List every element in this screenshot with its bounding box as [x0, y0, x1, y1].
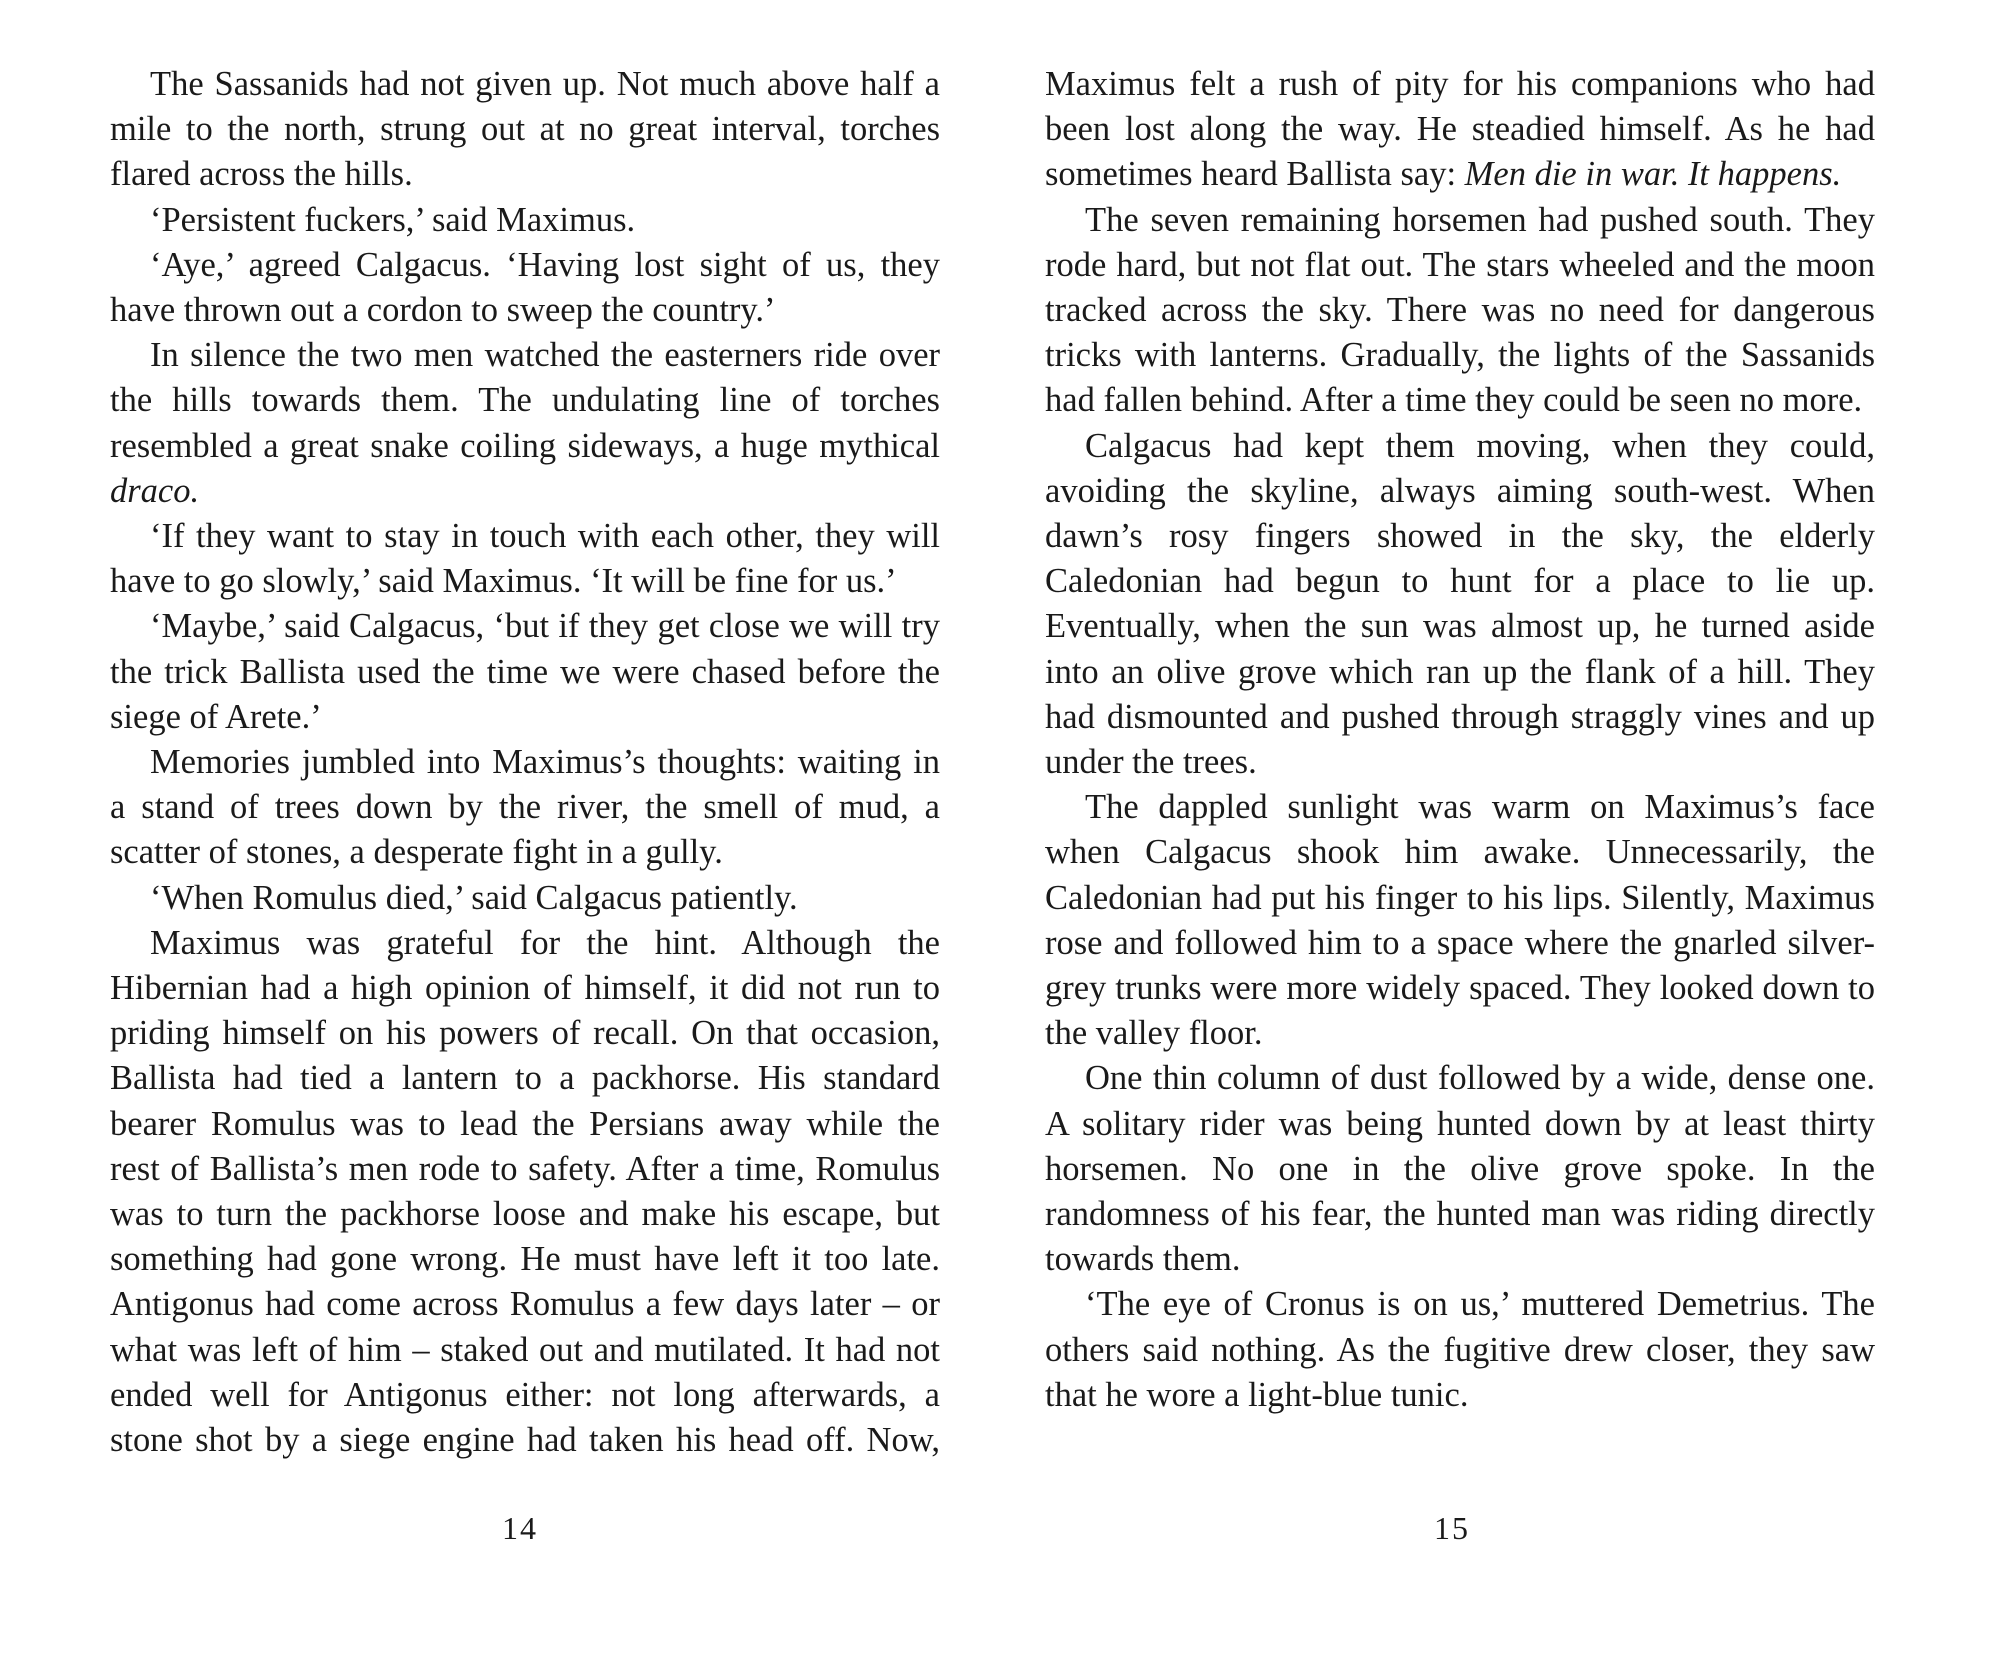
paragraph: Memories jumbled into Maximus’s thoughts: waiting in a stand of trees down by the river, the smell of mud, a scatter of stones, a desperate fight in a gully.	[110, 743, 940, 872]
paragraph: In silence the two men watched the easterners ride over the hills towards them. The undulating line of torches resembled a great snake coiling sideways, a huge mythical	[110, 336, 940, 465]
paragraph: The dappled sunlight was warm on Maximus’s face when Calgacus shook him awake. Unnecessarily, the Caledonian had put his finger to his lips. Silently, Maximus rose and followed him to a space where the gnarled silver-grey trunks were more widely spaced. They looked down to the valley floor.	[1045, 788, 1875, 1053]
paragraph-text: Maximus felt a rush of pity for his companions who had been lost along the way. He steadied himself. As he had sometimes heard Ballista say:	[1045, 65, 1875, 194]
paragraph: One thin column of dust followed by a wide, dense one. A solitary rider was being hunted down by at least thirty horsemen. No one in the olive grove spoke. In the randomness of his fear, the hunted man was riding directly towards them.	[1045, 1059, 1875, 1279]
paragraph: Calgacus had kept them moving, when they could, avoiding the skyline, always aiming south-west. When dawn’s rosy fingers showed in the sky, the elderly Caledonian had begun to hunt for a place to lie up. Eventually, when the sun was almost up, he turned aside into an olive grove which ran up the flank of a hill. They had dismounted and pushed through straggly vines and up under the trees.	[1045, 426, 1875, 782]
paragraph: Maximus was grateful for the hint. Although the Hibernian had a high opinion of himself, it did not run to priding himself on his powers of recall. On that occasion, Ballista had tied a lantern to a packhorse. His standard bearer Romulus was to lead the Persians away while the rest of Ballista’s men rode to safety. After a time, Romulus was to turn the packhorse loose and make his escape, but something had gone wrong. He must have left it too late. Antigonus had come across Romulus a few days later – or what was left of him – staked out and mutilated. It had not ended well for Antigonus either: not long afterwards, a stone shot by a siege engine had taken his head off. Now,	[110, 923, 940, 1460]
paragraph: ‘When Romulus died,’ said Calgacus patiently.	[150, 878, 798, 917]
paragraph: The Sassanids had not given up. Not much above half a mile to the north, strung out at no great interval, torches flared across the hills.	[110, 65, 940, 194]
paragraph-continuation	[1045, 62, 1875, 198]
paragraph-continuation	[110, 469, 940, 514]
page-number: 14	[502, 1510, 538, 1546]
paragraph: The seven remaining horsemen had pushed south. They rode hard, but not flat out. The stars wheeled and the moon tracked across the sky. There was no need for dangerous tricks with lanterns. Gradually, the lights of the Sassanids had fallen behind. After a time they could be seen no more.	[1045, 200, 1875, 420]
italic-text: Men die in war. It happens.	[1464, 155, 1842, 194]
page-number: 15	[1434, 1510, 1470, 1546]
right-page	[1045, 62, 1875, 1418]
paragraph: ‘Persistent fuckers,’ said Maximus.	[150, 200, 636, 239]
paragraph: ‘Aye,’ agreed Calgacus. ‘Having lost sight of us, they have thrown out a cordon to sweep the country.’	[110, 245, 940, 330]
left-page	[110, 62, 940, 1463]
paragraph: ‘The eye of Cronus is on us,’ muttered Demetrius. The others said nothing. As the fugitive drew closer, they saw that he wore a light-blue tunic.	[1045, 1285, 1875, 1414]
italic-text: draco.	[110, 471, 200, 510]
paragraph: ‘Maybe,’ said Calgacus, ‘but if they get close we will try the trick Ballista used the time we were chased before the siege of Arete.’	[110, 607, 940, 736]
paragraph: ‘If they want to stay in touch with each other, they will have to go slowly,’ said Maximus. ‘It will be fine for us.’	[110, 517, 940, 601]
